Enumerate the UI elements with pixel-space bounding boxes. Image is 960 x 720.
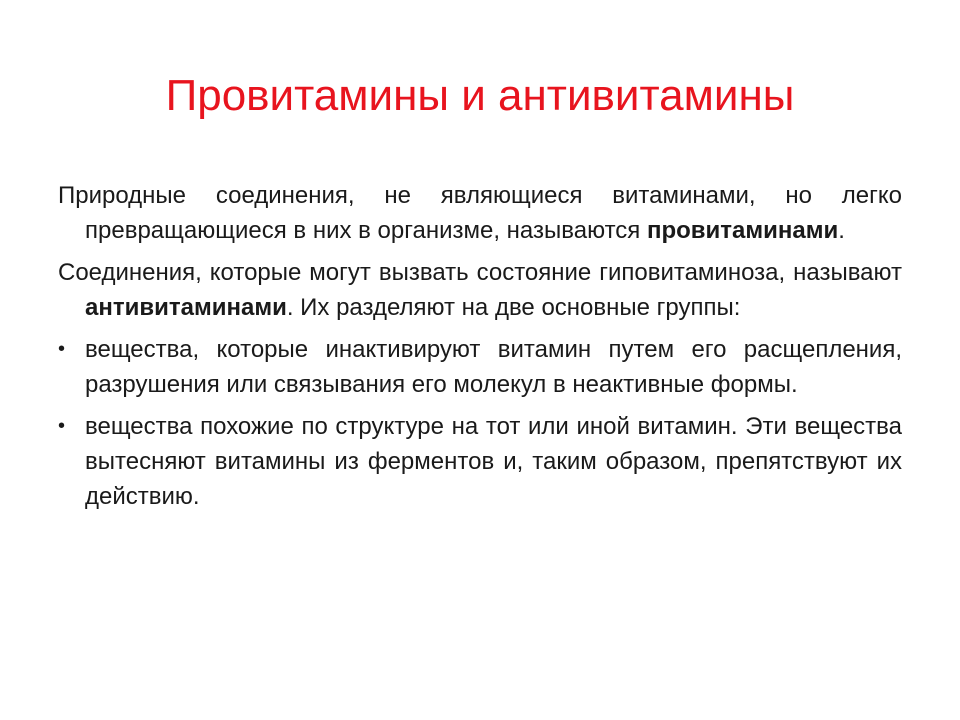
paragraph-antivitamins [58, 255, 902, 325]
paragraph-text: Природные соединения, не являющиеся витаминами, но легко превращающиеся в них в организме, называются [58, 182, 902, 244]
term-antivitamins: антивитаминами [85, 294, 287, 321]
bullet-text: вещества похожие по структуре на тот или иной витамин. Эти вещества вытесняют витамины из ферментов и, таким образом, препятствуют их действию. [85, 413, 902, 510]
slide-title: Провитамины и антивитамины [165, 71, 795, 120]
bullet-text: вещества, которые инактивируют витамин путем его расщепления, разрушения или связывания его молекул в неактивные формы. [85, 336, 902, 398]
paragraph-text: Соединения, которые могут вызвать состояние гиповитаминоза, называют [58, 259, 902, 286]
bullet-dot-icon: • [58, 415, 66, 437]
slide-body [58, 178, 902, 521]
term-provitamins: провитаминами [646, 217, 839, 244]
bullet-dot-icon: • [58, 338, 66, 360]
bullet-item-structural-analogs [58, 409, 902, 514]
paragraph-text-end: . Их разделяют на две основные группы: [286, 294, 741, 321]
paragraph-provitamins [58, 178, 902, 248]
paragraph-text-end: . [838, 217, 845, 244]
bullet-item-inactivators [58, 332, 902, 402]
